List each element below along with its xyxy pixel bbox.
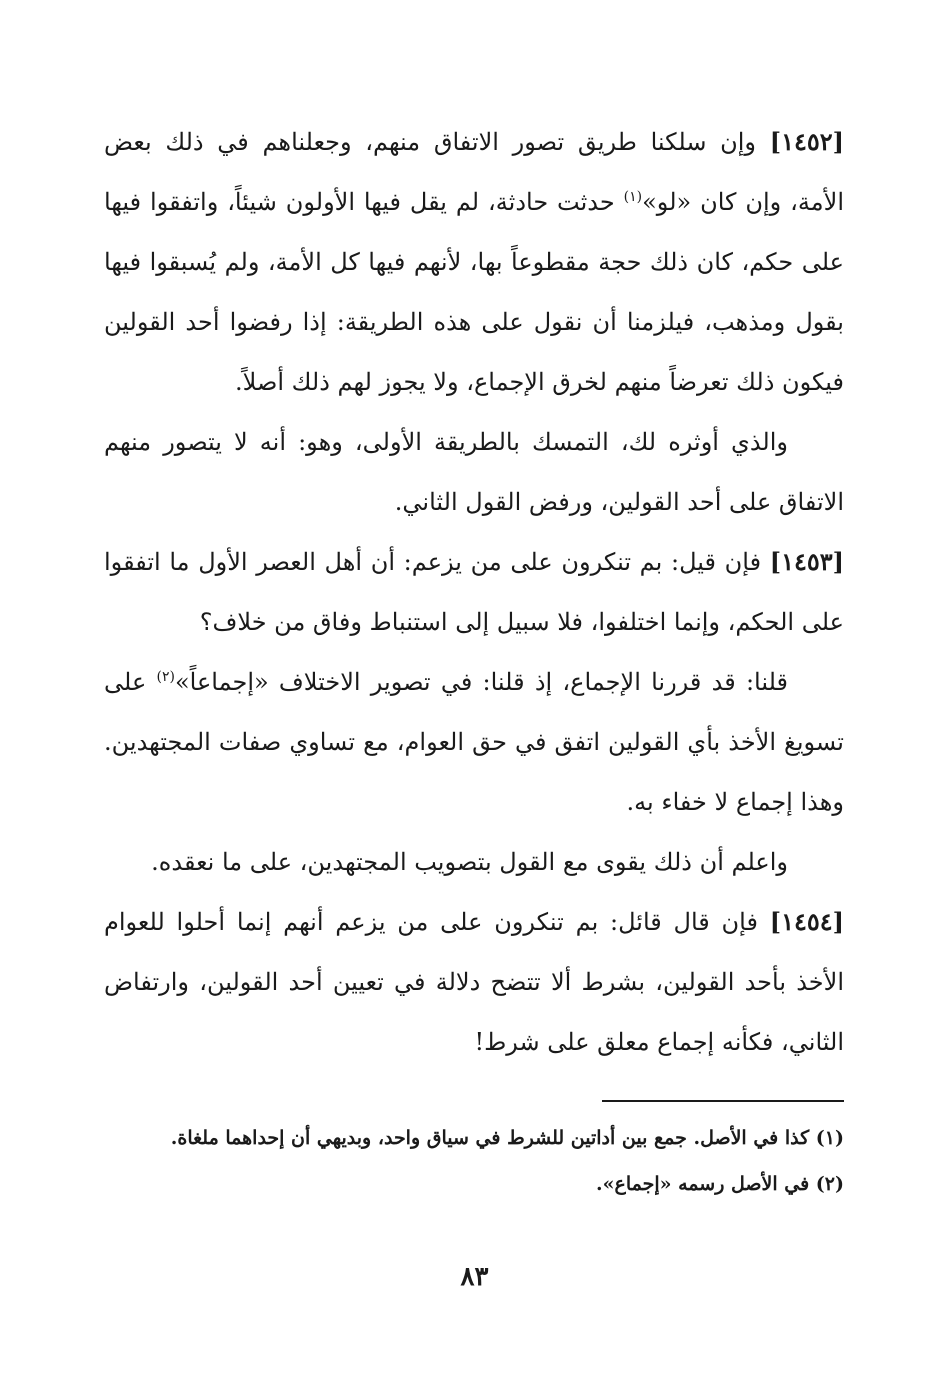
paragraph-preferred xyxy=(104,412,844,532)
paragraph-number: [١٤٥٣] xyxy=(769,547,844,576)
paragraph-number: [١٤٥٤] xyxy=(769,907,844,936)
paragraph-1453 xyxy=(104,532,844,652)
main-text xyxy=(104,112,844,1072)
footnote-mark: (١) xyxy=(815,1127,844,1149)
footnote-text: كذا في الأصل. جمع بين أداتين للشرط في سياق واحد، وبديهي أن إحداهما ملغاة. xyxy=(170,1127,816,1149)
footnote-text: في الأصل رسمه «إجماع». xyxy=(596,1173,816,1195)
paragraph-text: والذي أوثره لك، التمسك بالطريقة الأولى، وهو: أنه لا يتصور منهم الاتفاق على أحد القولين، ورفض القول الثاني. xyxy=(104,428,844,516)
paragraph-number: [١٤٥٢] xyxy=(769,127,844,156)
footnotes xyxy=(104,1118,844,1210)
paragraph-text: واعلم أن ذلك يقوى مع القول بتصويب المجتهدين، على ما نعقده. xyxy=(151,848,788,876)
paragraph-know xyxy=(104,832,844,892)
footnote-2 xyxy=(104,1164,844,1204)
paragraph-text-cont: حدثت حادثة، لم يقل فيها الأولون شيئاً، واتفقوا فيها على حكم، كان ذلك حجة مقطوعاً بها، لأنهم فيها كل الأمة، ولم يُسبقوا فيها بقول ومذهب، فيلزمنا أن نقول على هذه الطريقة: إذا رفضوا أحد القولين فيكون ذلك تعرضاً منهم لخرق الإجماع، ولا يجوز لهم ذلك أصلاً. xyxy=(104,188,844,396)
paragraph-text: فإن قال قائل: بم تنكرون على من يزعم أنهم إنما أحلوا للعوام الأخذ بأحد القولين، بشرط ألا تتضح دلالة في تعيين أحد القولين، وارتفاض الثاني، فكأنه إجماع معلق على شرط! xyxy=(104,908,844,1056)
footnote-divider xyxy=(602,1100,844,1102)
footnote-1 xyxy=(104,1118,844,1158)
footnote-ref-1: (١) xyxy=(623,189,643,205)
paragraph-text: وإن سلكنا طريق تصور الاتفاق منهم، وجعلناهم في ذلك بعض الأمة، وإن كان «لو» xyxy=(104,128,844,216)
footnote-ref-2: (٢) xyxy=(156,669,175,685)
paragraph-text-cont: على تسويغ الأخذ بأي القولين اتفق في حق العوام، مع تساوي صفات المجتهدين. وهذا إجماع لا خفاء به. xyxy=(104,668,844,816)
paragraph-1452 xyxy=(104,112,844,412)
paragraph-text: فإن قيل: بم تنكرون على من يزعم: أن أهل العصر الأول ما اتفقوا على الحكم، وإنما اختلفوا، فلا سبيل إلى استنباط وفاق من خلاف؟ xyxy=(104,548,844,636)
page-number: ٨٣ xyxy=(460,1262,489,1292)
paragraph-text: قلنا: قد قررنا الإجماع، إذ قلنا: في تصوير الاختلاف «إجماعاً» xyxy=(174,668,788,696)
footnote-mark: (٢) xyxy=(815,1173,844,1195)
paragraph-answer xyxy=(104,652,844,832)
paragraph-1454 xyxy=(104,892,844,1072)
